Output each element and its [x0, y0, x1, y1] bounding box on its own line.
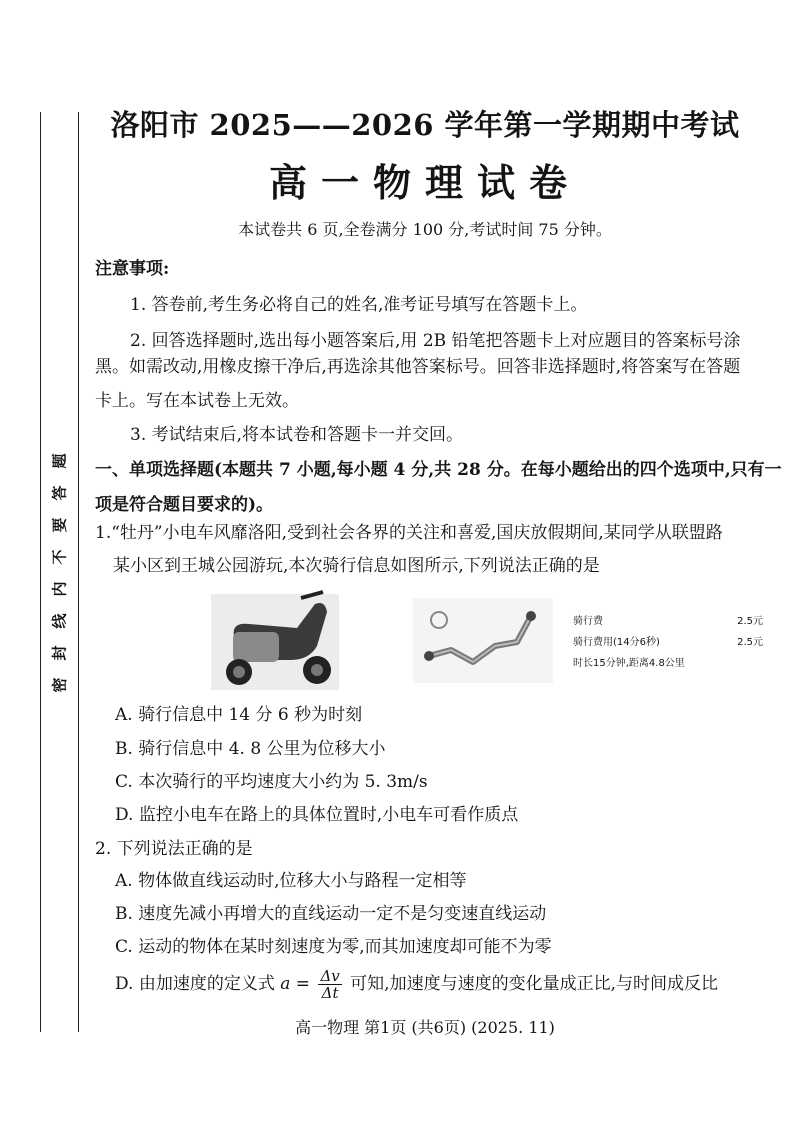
- scooter-photo: [205, 582, 345, 694]
- notes-item-2-line-2: 黑。如需改动,用橡皮擦干净后,再选涂其他答案标号。回答非选择题时,将答案写在答题: [95, 357, 741, 377]
- seal-char: 要: [50, 517, 69, 533]
- seal-line-text: [48, 445, 72, 701]
- ride-cost-label: 骑行费用(14分6秒): [573, 637, 660, 648]
- ride-cost-row: [573, 633, 763, 654]
- seal-char: 密: [50, 677, 69, 693]
- q1-option-b: B. 骑行信息中 4. 8 公里为位移大小: [115, 739, 386, 759]
- seal-char: 答: [50, 485, 69, 501]
- page-footer: 高一物理 第1页 (共6页) (2025. 11): [295, 1018, 555, 1037]
- notes-item-2-line-3: 卡上。写在本试卷上无效。: [95, 391, 299, 411]
- q1-option-d: D. 监控小电车在路上的具体位置时,小电车可看作质点: [115, 805, 519, 825]
- ride-fee-row: [573, 612, 763, 633]
- exam-title: 洛阳市 2025——2026 学年第一学期期中考试: [110, 108, 740, 142]
- q2-stem: 2. 下列说法正确的是: [95, 839, 253, 859]
- section-1-heading-line-1: 一、单项选择题(本题共 7 小题,每小题 4 分,共 28 分。在每小题给出的四个选项中,只有一: [95, 460, 782, 480]
- notes-item-2-line-1: 2. 回答选择题时,选出每小题答案后,用 2B 铅笔把答题卡上对应题目的答案标号涂: [130, 331, 741, 351]
- q2-option-d-prefix: D. 由加速度的定义式: [115, 974, 275, 994]
- ride-cost-value: 2.5元: [737, 637, 763, 648]
- q1-stem-line-1: 1.“牡丹”小电车风靡洛阳,受到社会各界的关注和喜爱,国庆放假期间,某同学从联盟路: [95, 523, 723, 543]
- route-map: [413, 598, 553, 683]
- notes-heading: 注意事项:: [95, 259, 170, 279]
- ride-info-panel: [573, 612, 763, 669]
- ride-fee-value: 2.5元: [737, 616, 763, 627]
- q1-option-c: C. 本次骑行的平均速度大小约为 5. 3m/s: [115, 772, 428, 792]
- formula-denominator: Δt: [321, 984, 339, 1002]
- notes-item-1: 1. 答卷前,考生务必将自己的姓名,准考证号填写在答题卡上。: [130, 295, 588, 315]
- ride-fee-label: 骑行费: [573, 616, 603, 627]
- q2-option-d: [115, 968, 718, 1001]
- section-1-heading-line-2: 项是符合题目要求的)。: [95, 495, 274, 515]
- acceleration-formula: [318, 968, 341, 1001]
- notes-item-3: 3. 考试结束后,将本试卷和答题卡一并交回。: [130, 425, 464, 445]
- formula-lhs: a =: [280, 974, 311, 994]
- paper-title: 高一物理试卷: [268, 160, 581, 205]
- seal-char: 内: [50, 581, 69, 597]
- binding-line-outer: [40, 112, 41, 1032]
- seal-char: 题: [50, 453, 69, 469]
- binding-margin: [0, 0, 90, 1133]
- formula-numerator: Δv: [320, 967, 340, 985]
- q2-option-a: A. 物体做直线运动时,位移大小与路程一定相等: [115, 871, 467, 891]
- q2-option-b: B. 速度先减小再增大的直线运动一定不是匀变速直线运动: [115, 904, 547, 924]
- q2-option-d-suffix: 可知,加速度与速度的变化量成正比,与时间成反比: [350, 974, 718, 994]
- seal-char: 线: [50, 613, 69, 629]
- q2-option-c: C. 运动的物体在某时刻速度为零,而其加速度却可能不为零: [115, 937, 552, 957]
- binding-line-inner: [78, 112, 79, 1032]
- q1-option-a: A. 骑行信息中 14 分 6 秒为时刻: [115, 705, 363, 725]
- q1-stem-line-2: 某小区到王城公园游玩,本次骑行信息如图所示,下列说法正确的是: [113, 556, 600, 576]
- seal-char: 不: [50, 549, 69, 565]
- ride-summary: 时长15分钟,距离4.8公里: [573, 658, 685, 669]
- exam-info: 本试卷共 6 页,全卷满分 100 分,考试时间 75 分钟。: [238, 220, 612, 239]
- seal-char: 封: [50, 645, 69, 661]
